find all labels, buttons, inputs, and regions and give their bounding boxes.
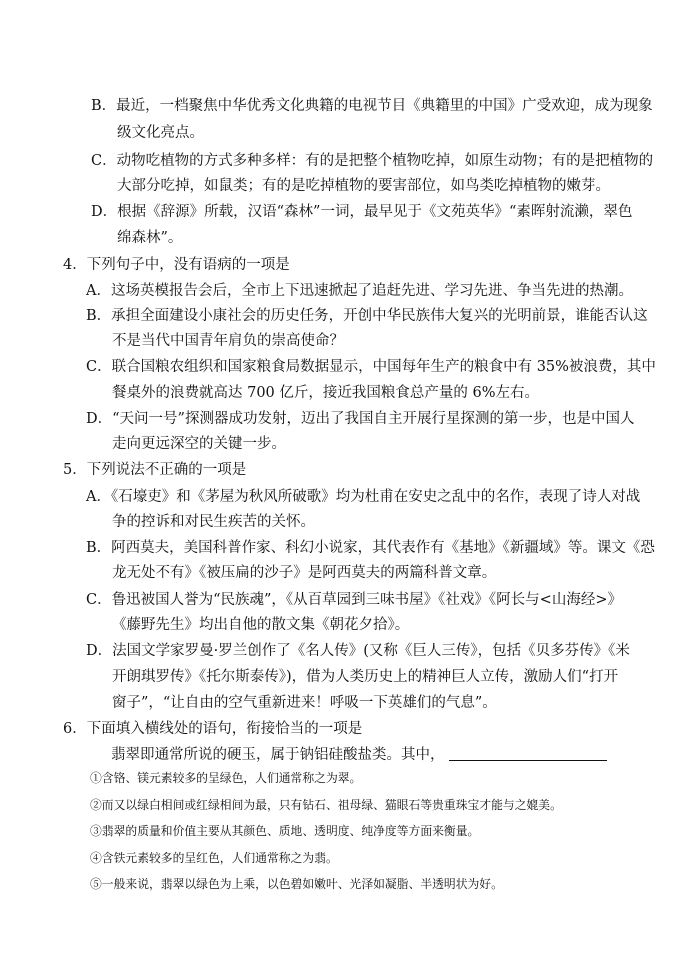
q4-option-a-line1: A．这场英模报告会后，全市上下迅速掀起了追赶先进、学习先进、争当先进的热潮。	[86, 283, 633, 299]
q5-option-d-line3: 窗子”，“让自由的空气重新进来！呼吸一下英雄们的气息”。	[112, 695, 497, 711]
q3-option-b-line2: 级文化亮点。	[117, 125, 204, 141]
q3-option-c-line2: 大部分吃掉，如鼠类；有的是吃掉植物的要害部位，如鸟类吃掉植物的嫩芽。	[117, 178, 610, 194]
q6-intro	[111, 745, 607, 765]
q6-intro-text: 翡翠即通常所说的硬玉，属于钠铝硅酸盐类。其中，	[111, 747, 445, 763]
q6-stem: 6．下面填入横线处的语句，衔接恰当的一项是	[63, 721, 363, 737]
q4-option-c-line1: C．联合国粮农组织和国家粮食局数据显示，中国每年生产的粮食中有 35%被浪费，其中	[86, 359, 656, 375]
q6-item-4: ④含铁元素较多的呈红色，人们通常称之为翡。	[90, 851, 338, 865]
q5-option-b-line1: B．阿西莫夫，美国科普作家、科幻小说家，其代表作有《基地》《新疆域》等。课文《恐	[86, 540, 655, 556]
answer-blank-line	[449, 746, 607, 761]
q4-option-b-line1: B．承担全面建设小康社会的历史任务，开创中华民族伟大复兴的光明前景，谁能否认这	[86, 308, 648, 324]
q5-option-a-line1: A．《石壕吏》和《茅屋为秋风所破歌》均为杜甫在安史之乱中的名作，表现了诗人对战	[86, 489, 641, 505]
q5-stem: 5．下列说法不正确的一项是	[63, 462, 247, 478]
q3-option-d-line1: D．根据《辞源》所载，汉语“森林”一词，最早见于《文苑英华》“素晖射流濑，翠色	[91, 204, 633, 220]
q4-option-c-line2: 餐桌外的浪费就高达 700 亿斤，接近我国粮食总产量的 6%左右。	[112, 385, 540, 401]
q5-option-d-line2: 开朗琪罗传》《托尔斯泰传》)，借为人类历史上的精神巨人立传，激励人们“打开	[112, 669, 619, 685]
q4-stem: 4．下列句子中，没有语病的一项是	[63, 257, 290, 273]
q6-item-5: ⑤一般来说，翡翠以绿色为上乘，以色碧如嫩叶、光泽如凝脂、半透明状为好。	[90, 877, 503, 891]
q6-item-2: ②而又以绿白相间或红绿相间为最，只有钻石、祖母绿、猫眼石等贵重珠宝才能与之媲美。	[90, 798, 562, 812]
q4-option-d-line2: 走向更远深空的关键一步。	[112, 436, 286, 452]
q3-option-c-line1: C．动物吃植物的方式多种多样：有的是把整个植物吃掉，如原生动物；有的是把植物的	[91, 153, 654, 169]
q5-option-a-line2: 争的控诉和对民生疾苦的关怀。	[112, 514, 315, 530]
q6-item-1: ①含铬、镁元素较多的呈绿色，人们通常称之为翠。	[90, 771, 362, 785]
q5-option-c-line1: C．鲁迅被国人誉为“民族魂”，《从百草园到三味书屋》《社戏》《阿长与<山海经>》	[86, 592, 622, 608]
q5-option-d-line1: D．法国文学家罗曼·罗兰创作了《名人传》(又称《巨人三传》，包括《贝多芬传》《米	[86, 643, 630, 659]
q5-option-c-line2: 《藤野先生》均出自他的散文集《朝花夕拾》。	[112, 617, 410, 633]
q6-item-3: ③翡翠的质量和价值主要从其颜色、质地、透明度、纯净度等方面来衡量。	[90, 824, 480, 838]
q4-option-b-line2: 不是当代中国青年肩负的崇高使命？	[112, 333, 344, 349]
q4-option-d-line1: D．“天问一号”探测器成功发射，迈出了我国自主开展行星探测的第一步，也是中国人	[86, 411, 635, 427]
q5-option-b-line2: 龙无处不有》《被压扁的沙子》是阿西莫夫的两篇科普文章。	[112, 565, 497, 581]
q3-option-b-line1: B．最近，一档聚焦中华优秀文化典籍的电视节目《典籍里的中国》广受欢迎，成为现象	[91, 98, 653, 114]
q3-option-d-line2: 绵森林”。	[117, 230, 183, 246]
